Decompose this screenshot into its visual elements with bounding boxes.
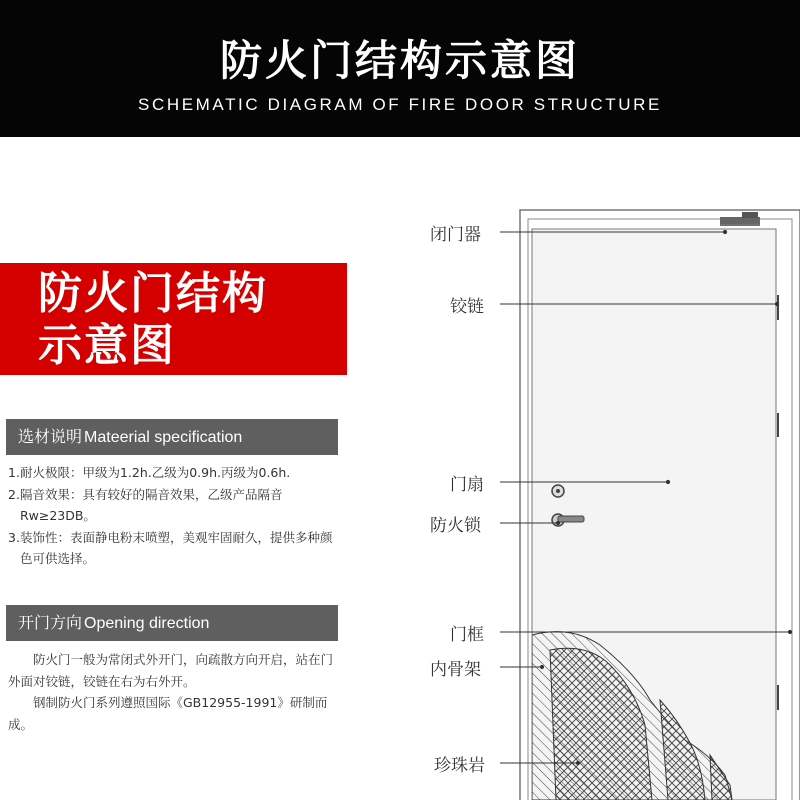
- spec-item: [8, 462, 343, 484]
- lock-cylinder-icon: [552, 485, 564, 497]
- spec-item: [8, 484, 343, 527]
- spec-item-num: 2.: [8, 486, 20, 502]
- label-closer: 闭门器: [430, 225, 481, 245]
- label-door-leaf: 门扇: [450, 475, 484, 495]
- spec-title-en: Mateerial specification: [84, 429, 243, 446]
- label-perlite: 珍珠岩: [434, 756, 485, 776]
- opening-section-bar: [6, 605, 338, 641]
- fire-door-diagram: [420, 195, 800, 800]
- label-inner-frame: 内骨架: [430, 660, 481, 680]
- spec-item: [8, 527, 343, 570]
- red-title: 防火门结构 示意图: [38, 268, 268, 371]
- opening-section-title: [18, 605, 209, 642]
- spec-title-cn: 选材说明: [18, 427, 83, 446]
- label-fire-lock: 防火锁: [430, 516, 481, 536]
- label-door-frame: 门框: [450, 625, 484, 645]
- spec-item-num: 1.: [8, 465, 20, 480]
- spec-section-bar: [6, 419, 338, 455]
- opening-paragraph: 钢制防火门系列遵照国际《GB12955-1991》研制而成。: [8, 695, 328, 732]
- closer-icon: [720, 212, 760, 225]
- label-hinge: 铰链: [450, 297, 484, 317]
- header-title: 防火门结构示意图: [219, 36, 580, 85]
- spec-item-text: 装饰性：表面静电粉末喷塑，美观牢固耐久，提供多种颜色可供选择。: [19, 529, 333, 566]
- spec-list: [8, 462, 343, 570]
- spec-item-text: 耐火极限：甲级为1.2h.乙级为0.9h.丙级为0.6h.: [19, 465, 291, 480]
- door-drawing: [420, 195, 800, 800]
- header-subtitle: SCHEMATIC DIAGRAM OF FIRE DOOR STRUCTURE: [138, 95, 662, 114]
- opening-title-en: Opening direction: [84, 615, 210, 632]
- spec-item-text: 隔音效果：具有较好的隔音效果，乙级产品隔音Rw≥23DB。: [19, 486, 283, 523]
- spec-item-num: 3.: [8, 529, 20, 545]
- spec-section-title: [18, 419, 242, 456]
- opening-title-cn: 开门方向: [18, 613, 83, 632]
- opening-text: [8, 649, 343, 735]
- opening-paragraph: 防火门一般为常闭式外开门，向疏散方向开启，站在门外面对铰链，铰链在右为右外开。: [8, 652, 334, 689]
- header-banner: [0, 0, 800, 137]
